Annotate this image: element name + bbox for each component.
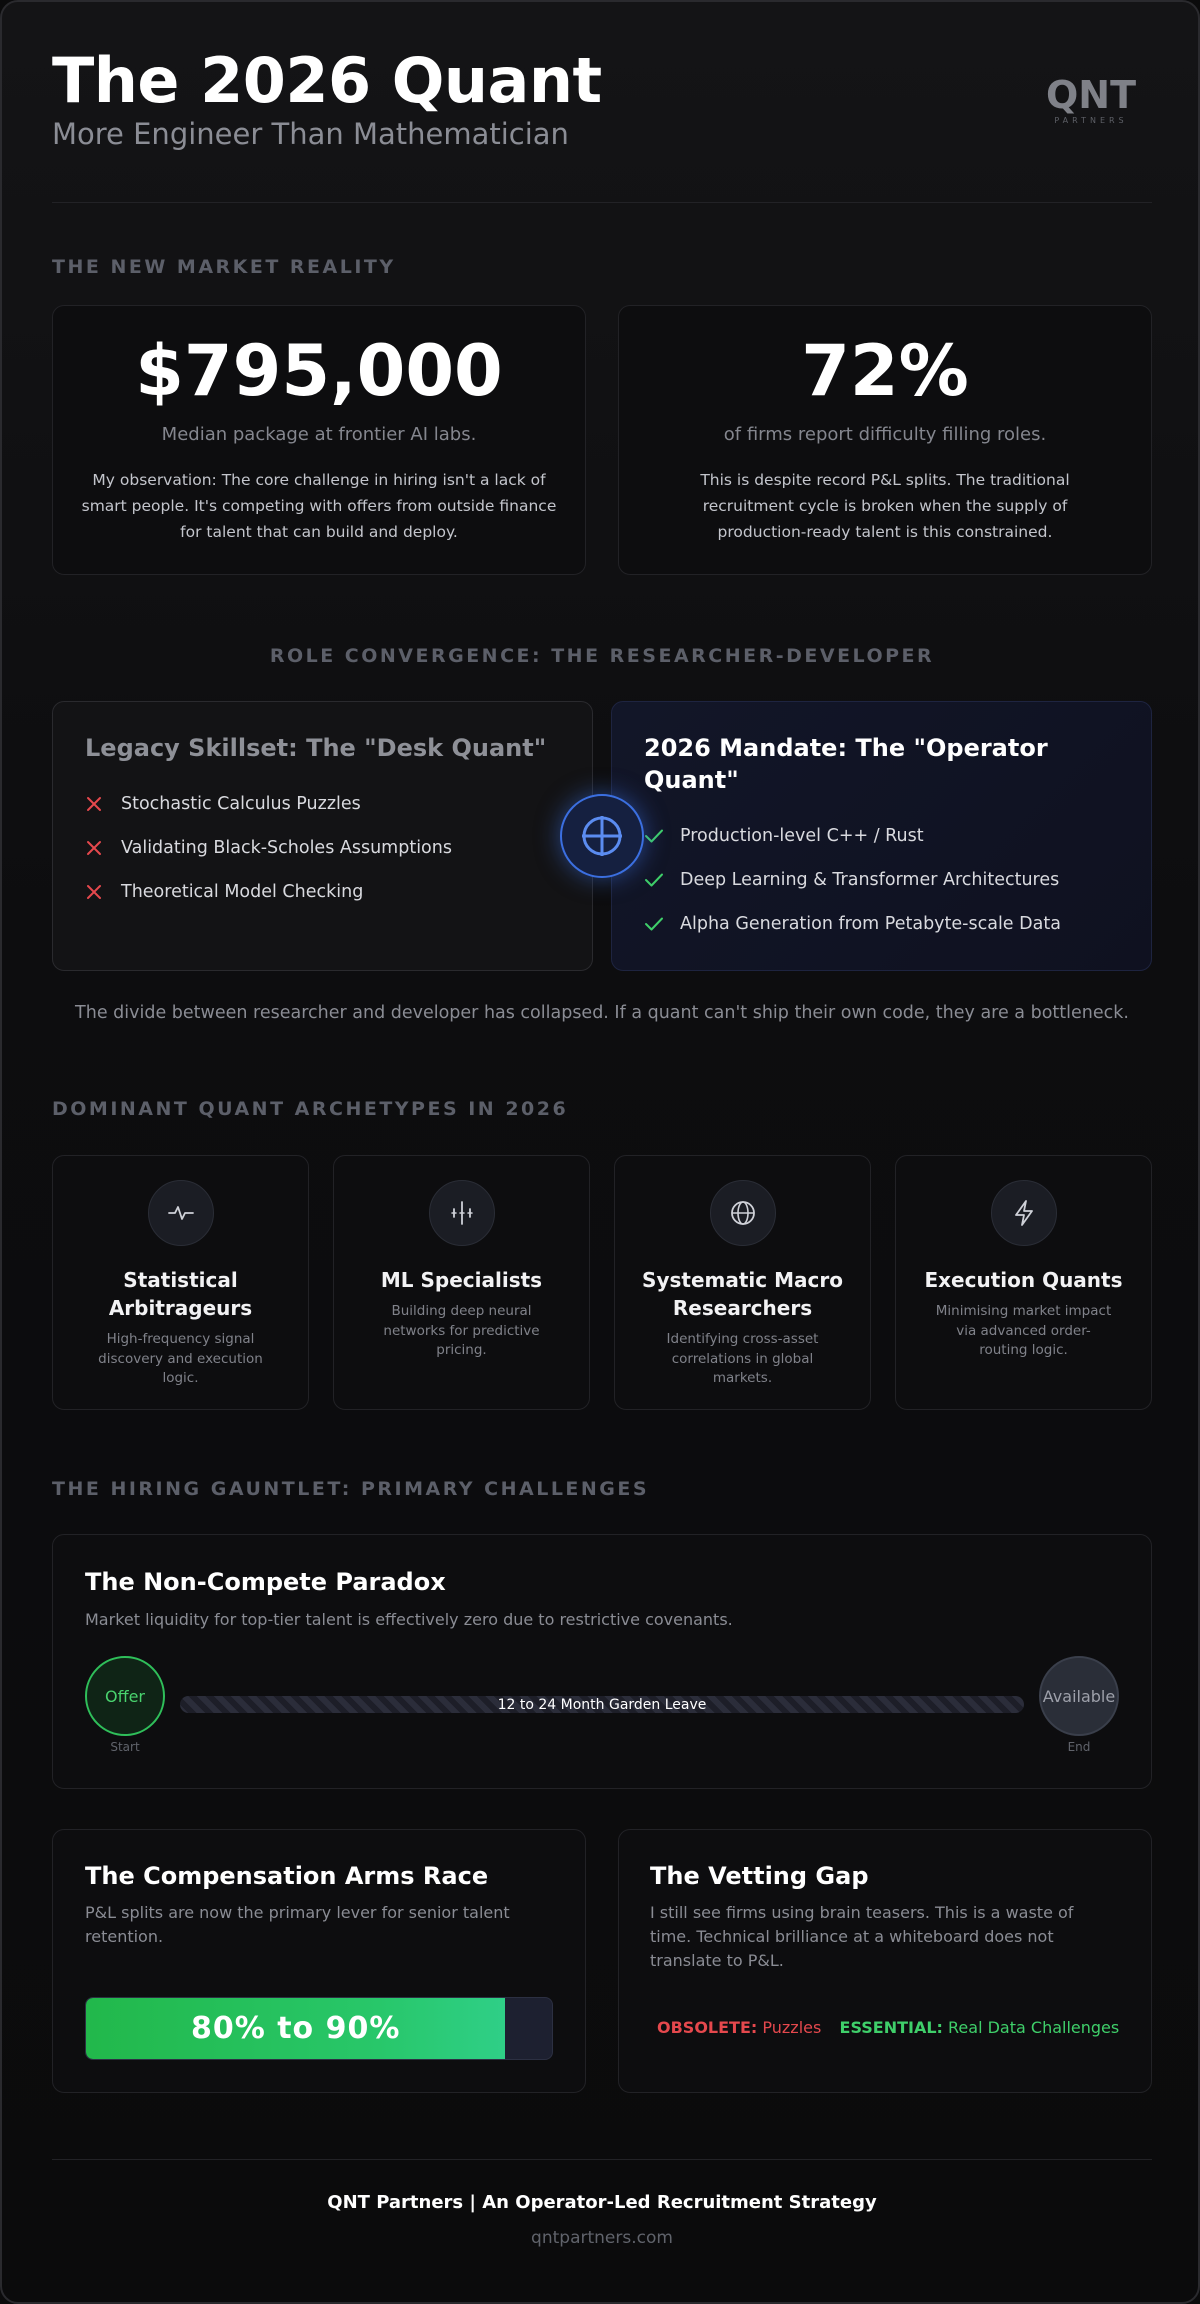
start-label: Start <box>110 1740 140 1754</box>
section-heading-gauntlet: THE HIRING GAUNTLET: PRIMARY CHALLENGES <box>52 1478 650 1500</box>
section-heading-market: THE NEW MARKET REALITY <box>52 256 396 278</box>
compensation-title: The Compensation Arms Race <box>85 1862 489 1890</box>
noncompete-title: The Non-Compete Paradox <box>85 1568 446 1596</box>
stat-caption: of firms report difficulty filling roles. <box>723 424 1047 445</box>
cross-icon <box>85 839 121 857</box>
globe-icon <box>710 1180 776 1246</box>
stat-value: $795,000 <box>135 330 503 412</box>
stat-body: This is despite record P&L splits. The traditional recruitment cycle is broken when the supply of production-ready talent is this constrained. <box>700 471 1070 541</box>
lightning-icon <box>991 1180 1057 1246</box>
section-heading-archetypes: DOMINANT QUANT ARCHETYPES IN 2026 <box>52 1098 569 1120</box>
footer-website-link[interactable]: qntpartners.com <box>531 2228 673 2248</box>
essential-key: ESSENTIAL: <box>839 2018 943 2037</box>
mandate-item <box>644 814 1119 858</box>
footer-tagline: QNT Partners | An Operator-Led Recruitment Strategy <box>327 2192 877 2213</box>
header-divider <box>52 202 1152 203</box>
check-icon <box>644 871 680 889</box>
legacy-item <box>85 870 560 914</box>
end-label: End <box>1067 1740 1091 1754</box>
check-icon <box>644 827 680 845</box>
footer-divider <box>52 2159 1152 2160</box>
stat-caption: Median package at frontier AI labs. <box>161 424 477 445</box>
archetype-title: Statistical Arbitrageurs <box>108 1268 253 1320</box>
vetting-comparison <box>657 2018 1119 2037</box>
convergence-note: The divide between researcher and developer has collapsed. If a quant can't ship their own code, they are a bottleneck. <box>75 1003 1129 1023</box>
noncompete-subtitle: Market liquidity for top-tier talent is effectively zero due to restrictive covenants. <box>85 1610 733 1629</box>
brand-logo <box>1045 73 1136 125</box>
archetype-title: Execution Quants <box>924 1268 1123 1292</box>
pnl-split-bar <box>85 1997 553 2060</box>
mandate-title: 2026 Mandate: The "Operator Quant" <box>644 734 1048 794</box>
archetype-desc: Identifying cross-asset correlations in global markets. <box>666 1331 819 1386</box>
legacy-skillset-card <box>52 701 593 971</box>
archetype-desc: Minimising market impact via advanced order-routing logic. <box>935 1303 1112 1358</box>
legacy-item-label: Theoretical Model Checking <box>121 882 364 902</box>
logo-name: QNT <box>1045 73 1136 117</box>
archetype-desc: Building deep neural networks for predictive pricing. <box>383 1303 540 1358</box>
page-subtitle: More Engineer Than Mathematician <box>52 117 569 151</box>
garden-leave-track: 12 to 24 Month Garden Leave <box>180 1696 1024 1713</box>
archetype-card <box>614 1155 871 1410</box>
mandate-skillset-card <box>611 701 1152 971</box>
stat-card-package <box>52 305 586 575</box>
archetype-card <box>895 1155 1152 1410</box>
offer-start-node: Offer <box>85 1656 165 1736</box>
legacy-title: Legacy Skillset: The "Desk Quant" <box>85 734 547 762</box>
convergence-crosshair-icon <box>560 794 644 878</box>
stat-card-difficulty <box>618 305 1152 575</box>
stat-value: 72% <box>801 330 969 412</box>
archetype-title: Systematic Macro Researchers <box>642 1268 843 1320</box>
check-icon <box>644 915 680 933</box>
legacy-item <box>85 826 560 870</box>
section-heading-convergence: ROLE CONVERGENCE: THE RESEARCHER-DEVELOPER <box>269 645 935 667</box>
network-icon <box>429 1180 495 1246</box>
pnl-split-bar-label: 80% to 90% <box>190 2011 401 2046</box>
mandate-item <box>644 858 1119 902</box>
mandate-item-label: Production-level C++ / Rust <box>680 826 924 846</box>
essential-value: Real Data Challenges <box>948 2018 1120 2037</box>
obsolete-key: OBSOLETE: <box>657 2018 758 2037</box>
logo-tagline: PARTNERS <box>1054 116 1128 125</box>
legacy-item <box>85 782 560 826</box>
mandate-item-label: Deep Learning & Transformer Architectures <box>680 870 1060 890</box>
archetype-card <box>52 1155 309 1410</box>
legacy-item-label: Stochastic Calculus Puzzles <box>121 794 361 814</box>
available-end-node: Available <box>1039 1656 1119 1736</box>
legacy-item-label: Validating Black-Scholes Assumptions <box>121 838 452 858</box>
cross-icon <box>85 883 121 901</box>
page-title: The 2026 Quant <box>52 44 602 117</box>
pulse-icon <box>148 1180 214 1246</box>
vetting-title: The Vetting Gap <box>650 1862 869 1890</box>
mandate-item-label: Alpha Generation from Petabyte-scale Data <box>680 914 1061 934</box>
archetype-desc: High-frequency signal discovery and execution logic. <box>98 1331 263 1386</box>
stat-body: My observation: The core challenge in hiring isn't a lack of smart people. It's competing with offers from outside finance for talent that can build and deploy. <box>81 471 557 541</box>
archetype-card <box>333 1155 590 1410</box>
mandate-item <box>644 902 1119 946</box>
compensation-subtitle: P&L splits are now the primary lever for senior talent retention. <box>85 1903 510 1946</box>
archetype-title: ML Specialists <box>380 1268 543 1292</box>
vetting-subtitle: I still see firms using brain teasers. This is a waste of time. Technical brilliance at a whiteboard does not translate to P&L. <box>650 1903 1074 1970</box>
obsolete-value: Puzzles <box>762 2018 822 2037</box>
cross-icon <box>85 795 121 813</box>
